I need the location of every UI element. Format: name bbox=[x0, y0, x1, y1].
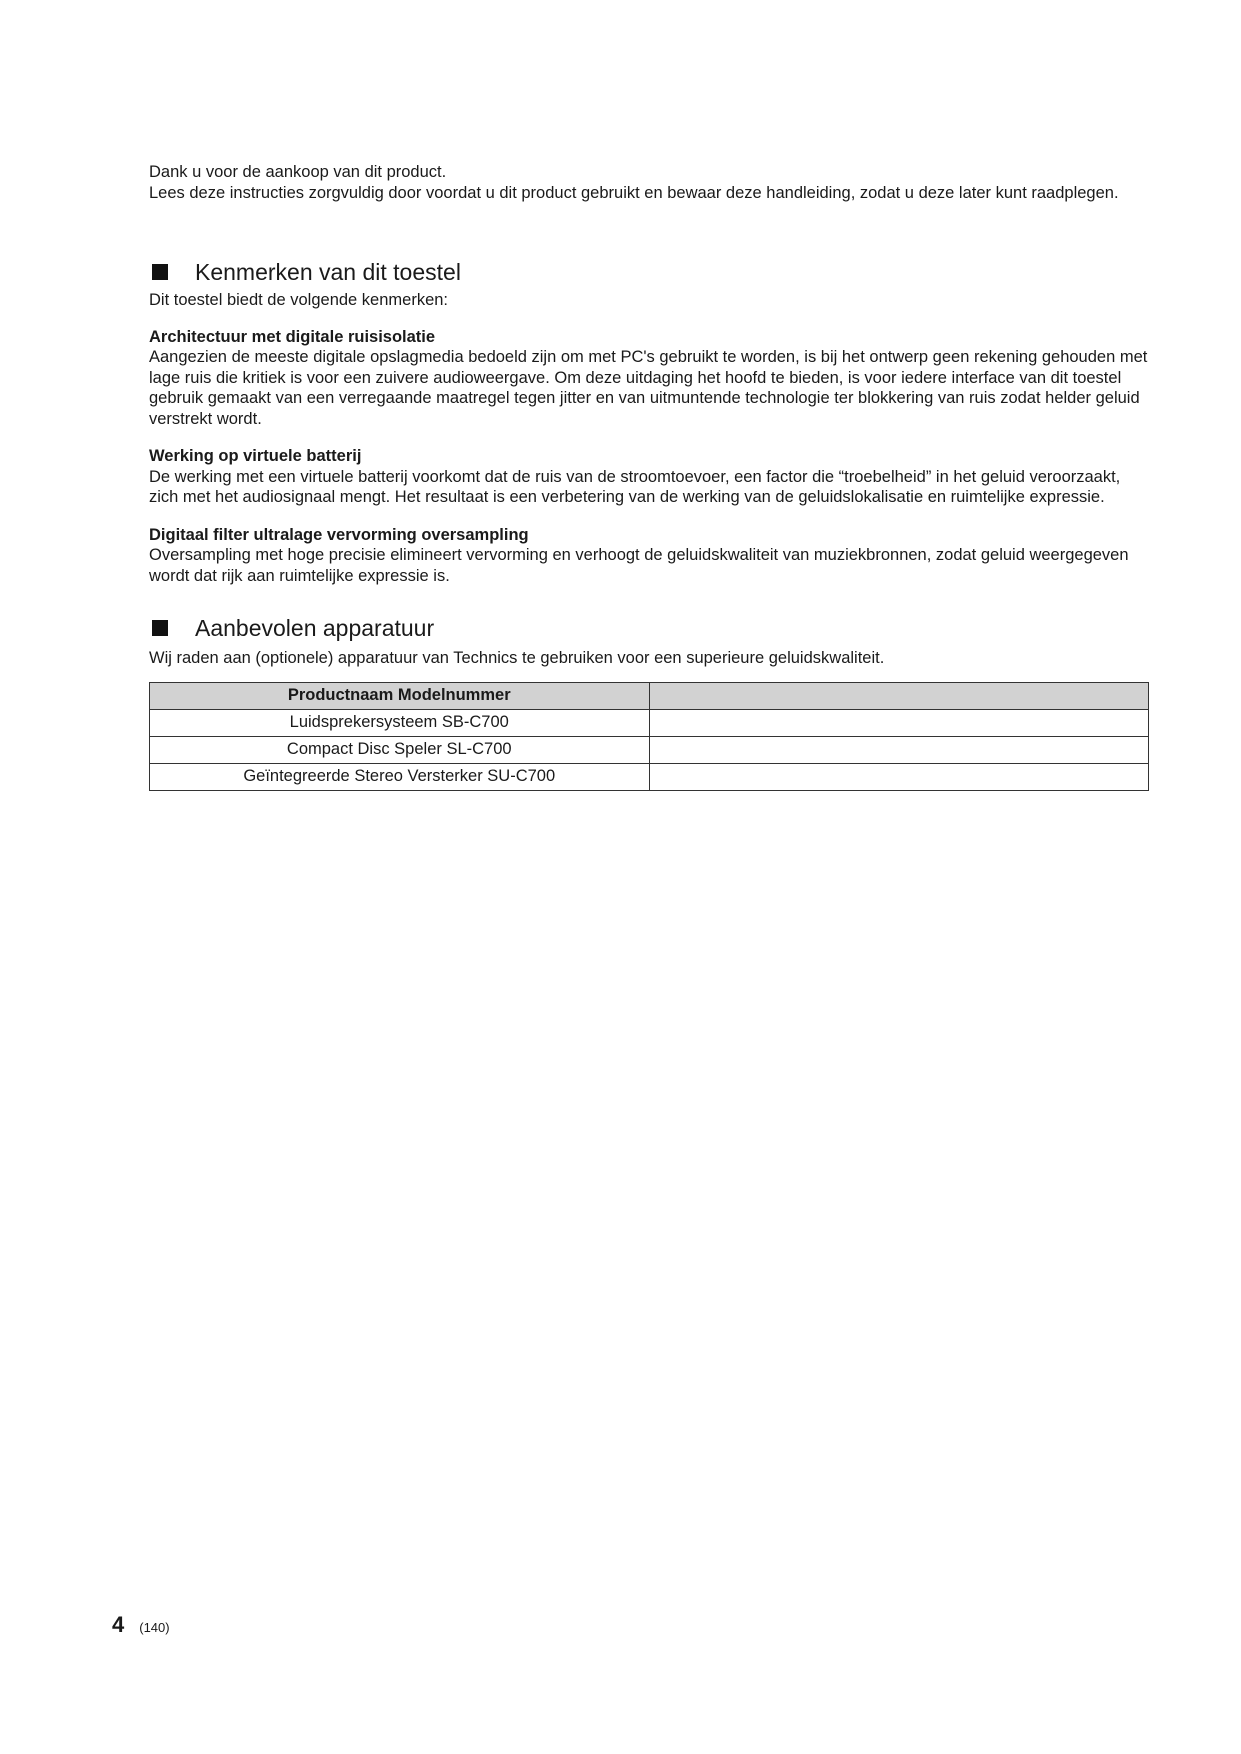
table-cell bbox=[649, 736, 1149, 763]
table-cell: Geïntegreerde Stereo Versterker SU-C700 bbox=[150, 763, 650, 790]
page-footer bbox=[112, 1612, 170, 1638]
equipment-heading-text: Aanbevolen apparatuur bbox=[195, 615, 435, 641]
table-header-row bbox=[150, 682, 1149, 709]
table-row bbox=[150, 709, 1149, 736]
intro-line-2: Lees deze instructies zorgvuldig door voordat u dit product gebruikt en bewaar deze handleiding, zodat u deze later kunt raadplegen. bbox=[149, 183, 1119, 202]
feature-body: Oversampling met hoge precisie elimineert vervorming en verhoogt de geluidskwaliteit van muziekbronnen, zodat geluid weergegeven wordt dat rijk aan ruimtelijke expressie is. bbox=[149, 546, 1129, 585]
feature-body: Aangezien de meeste digitale opslagmedia bedoeld zijn om met PC's gebruikt te worden, is bij het ontwerp geen rekening gehouden met lage ruis die kritiek is voor een zuivere audioweergave. Om deze uitdaging het hoofd te bieden, is voor iedere interface van dit toestel gebruik gemaakt van een verregaande maatregel tegen jitter en van uitmuntende technologie ter blokkering van ruis zodat helder geluid verstrekt wordt. bbox=[149, 348, 1148, 428]
square-bullet-icon bbox=[152, 264, 168, 280]
intro-line-1: Dank u voor de aankoop van dit product. bbox=[149, 163, 447, 181]
feature-item bbox=[149, 525, 1149, 587]
page-sub-number: (140) bbox=[139, 1620, 170, 1635]
table-row bbox=[150, 736, 1149, 763]
feature-title: Werking op virtuele batterij bbox=[149, 447, 362, 465]
table-cell: Compact Disc Speler SL-C700 bbox=[150, 736, 650, 763]
feature-item bbox=[149, 446, 1149, 508]
features-heading-text: Kenmerken van dit toestel bbox=[195, 259, 461, 285]
document-page bbox=[149, 162, 1149, 791]
table-cell bbox=[649, 709, 1149, 736]
square-bullet-icon bbox=[152, 620, 168, 636]
feature-title: Digitaal filter ultralage vervorming oversampling bbox=[149, 525, 529, 544]
table-header-cell: Productnaam Modelnummer bbox=[150, 682, 650, 709]
equipment-heading bbox=[149, 614, 1149, 642]
features-heading bbox=[149, 258, 1149, 286]
features-intro: Dit toestel biedt de volgende kenmerken: bbox=[149, 291, 449, 309]
intro-block bbox=[149, 162, 1149, 203]
feature-item bbox=[149, 327, 1149, 430]
equipment-intro: Wij raden aan (optionele) apparatuur van Technics te gebruiken voor een superieure geluidskwaliteit. bbox=[149, 649, 885, 667]
feature-body: De werking met een virtuele batterij voorkomt dat de ruis van de stroomtoevoer, een factor die “troebelheid” in het geluid veroorzaakt, zich met het audiosignaal mengt. Het resultaat is een verbetering van de werking van de geluidslokalisatie en ruimtelijke expressie. bbox=[149, 467, 1121, 506]
feature-title: Architectuur met digitale ruisisolatie bbox=[149, 327, 436, 346]
equipment-table bbox=[149, 682, 1149, 791]
page-number: 4 bbox=[112, 1612, 125, 1637]
table-header-cell bbox=[649, 682, 1149, 709]
table-cell: Luidsprekersysteem SB-C700 bbox=[150, 709, 650, 736]
table-row bbox=[150, 763, 1149, 790]
table-cell bbox=[649, 763, 1149, 790]
